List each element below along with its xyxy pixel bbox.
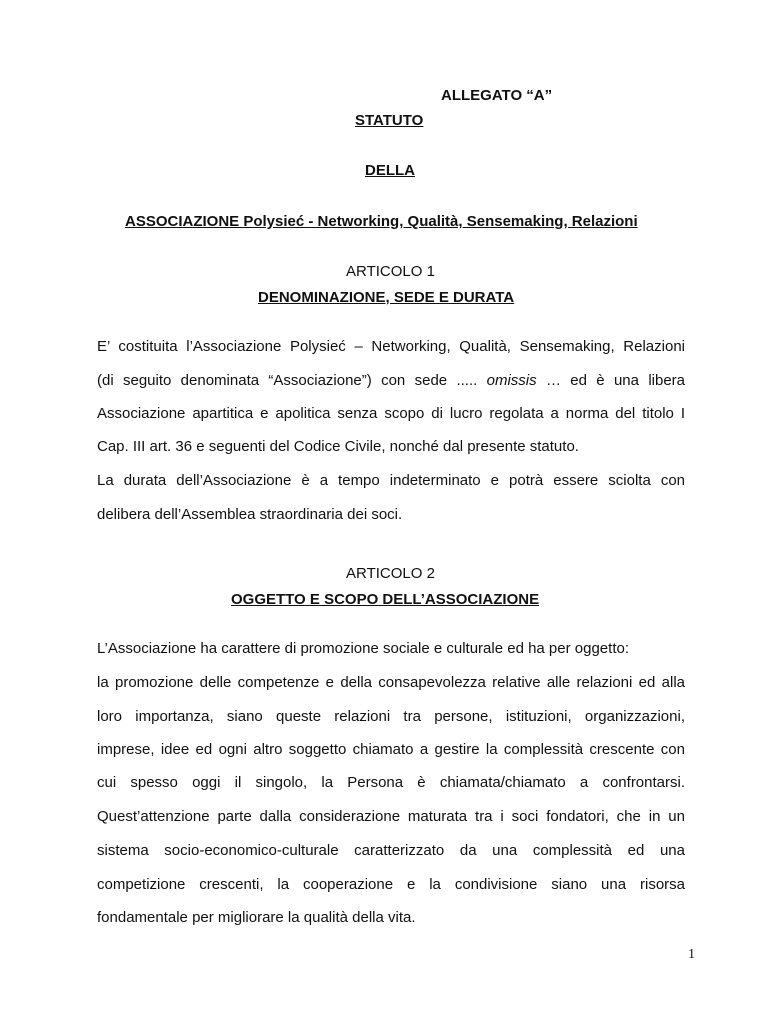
omissis-text: omissis: [486, 372, 537, 389]
article-1-line-4: Cap. III art. 36 e seguenti del Codice Civile, nonché dal presente statuto.: [97, 438, 579, 455]
article-1-number: ARTICOLO 1: [346, 263, 435, 280]
article-2-line-2: la promozione delle competenze e della consapevolezza relative alle relazioni ed alla: [97, 674, 685, 691]
article-2-line-4: imprese, idee ed ogni altro soggetto chiamato a gestire la complessità crescente con: [97, 741, 685, 758]
article-2-line-9: fondamentale per migliorare la qualità della vita.: [97, 909, 416, 926]
article-2-line-1: L’Associazione ha carattere di promozione sociale e culturale ed ha per oggetto:: [97, 640, 629, 657]
article-1-line-2-tail: … ed è una libera: [536, 372, 685, 389]
article-2-heading: OGGETTO E SCOPO DELL’ASSOCIAZIONE: [231, 591, 540, 608]
association-title: ASSOCIAZIONE Polysieć - Networking, Qualità, Sensemaking, Relazioni: [125, 213, 638, 230]
page-number: 1: [688, 947, 695, 962]
article-1-line-3: Associazione apartitica e apolitica senza scopo di lucro regolata a norma del titolo I: [97, 405, 685, 422]
article-1-line-1: E’ costituita l’Associazione Polysieć – Networking, Qualità, Sensemaking, Relazioni: [97, 338, 685, 355]
statuto-title: STATUTO: [355, 112, 424, 129]
article-1-line-2-start: (di seguito denominata “Associazione”) con sede .....: [97, 372, 487, 389]
article-2-line-6: Quest’attenzione parte dalla considerazione maturata tra i soci fondatori, che in un: [97, 808, 685, 825]
article-2-line-7: sistema socio-economico-culturale caratterizzato da una complessità ed una: [97, 842, 685, 859]
allegato-label: ALLEGATO “A”: [441, 87, 553, 104]
article-1-heading: DENOMINAZIONE, SEDE E DURATA: [258, 289, 515, 306]
article-1-line-6: delibera dell’Assemblea straordinaria dei soci.: [97, 506, 403, 523]
della-title: DELLA: [365, 162, 415, 179]
article-1-line-5: La durata dell’Associazione è a tempo indeterminato e potrà essere sciolta con: [97, 472, 685, 489]
article-2-line-3: loro importanza, siano queste relazioni tra persone, istituzioni, organizzazioni,: [97, 708, 685, 725]
article-2-number: ARTICOLO 2: [346, 565, 435, 582]
article-2-line-5: cui spesso oggi il singolo, la Persona è chiamata/chiamato a confrontarsi.: [97, 774, 685, 791]
article-2-line-8: competizione crescenti, la cooperazione e la condivisione siano una risorsa: [97, 876, 685, 893]
article-1-line-2: [97, 371, 685, 391]
